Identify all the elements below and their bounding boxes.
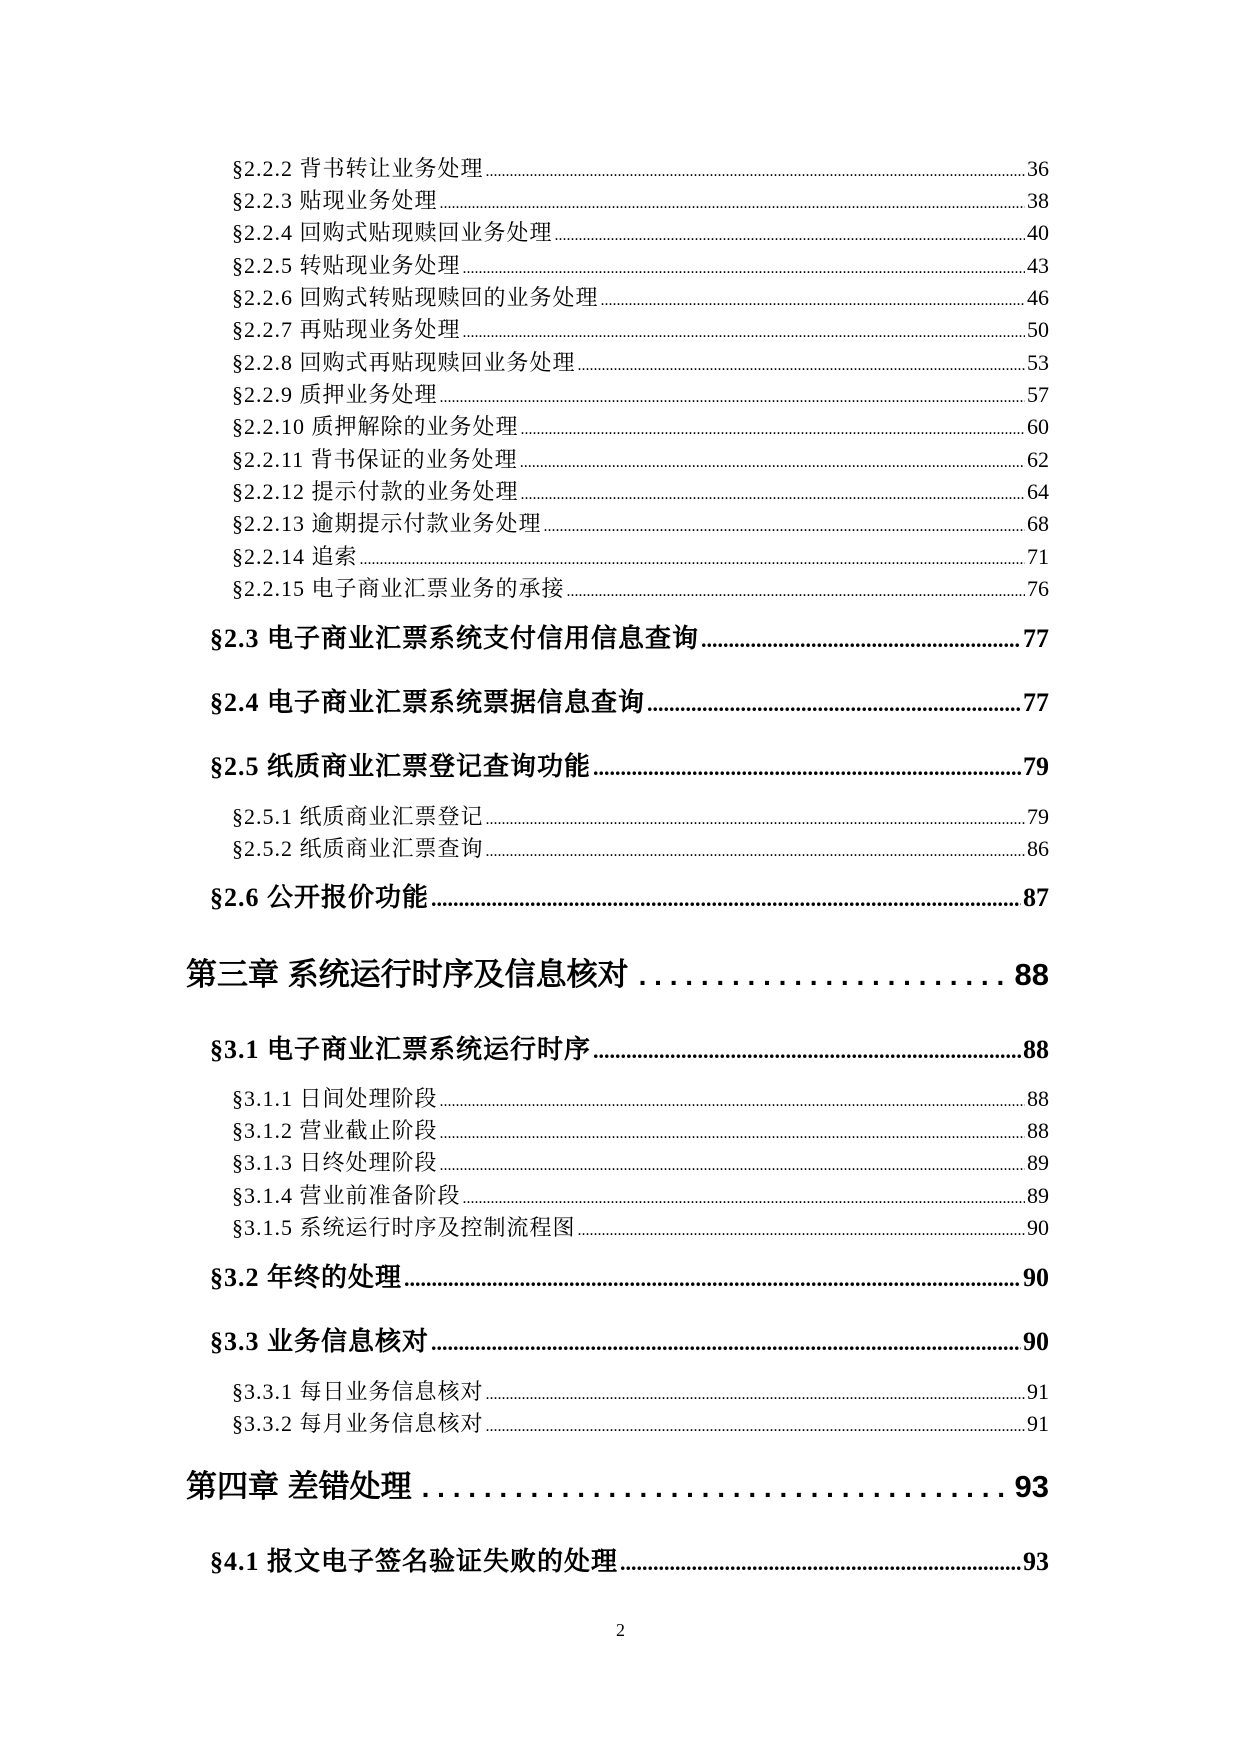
toc-entry-page: 93 [1014, 1469, 1049, 1504]
toc-entry-title: §3.1.4 营业前准备阶段 [232, 1183, 461, 1208]
dot-leader [593, 1038, 1021, 1064]
toc-entry-title: §2.2.13 逾期提示付款业务处理 [232, 511, 542, 536]
dot-leader [463, 260, 1025, 278]
toc-entry-title: §2.5.1 纸质商业汇票登记 [232, 804, 484, 829]
toc-entry-page: 88 [1027, 1118, 1049, 1143]
toc-section[interactable] [0, 877, 1241, 914]
toc-entry-page: 40 [1027, 220, 1049, 245]
toc-entry[interactable] [0, 184, 1241, 215]
toc-entry-title: §3.1.1 日间处理阶段 [232, 1086, 438, 1111]
toc-entry-title: §3.2 年终的处理 [210, 1263, 403, 1292]
dot-leader [440, 1093, 1025, 1111]
dot-leader [601, 292, 1025, 310]
dot-leader [440, 1157, 1025, 1175]
toc-entry-page: 62 [1027, 447, 1049, 472]
dot-leader [360, 551, 1025, 569]
dot-leader [593, 755, 1021, 781]
toc-entry[interactable] [0, 800, 1241, 831]
toc-entry-page: 60 [1027, 414, 1049, 439]
toc-entry-title: §3.1.5 系统运行时序及控制流程图 [232, 1215, 576, 1240]
dot-leader [440, 195, 1025, 213]
dot-leader [520, 454, 1025, 472]
toc-section[interactable] [0, 1321, 1241, 1358]
dot-leader [701, 627, 1021, 653]
toc-entry[interactable] [0, 1114, 1241, 1145]
toc-entry[interactable] [0, 832, 1241, 863]
toc-entry-title: §4.1 报文电子签名验证失败的处理 [210, 1547, 619, 1576]
toc-entry[interactable] [0, 1082, 1241, 1113]
toc-entry-page: 77 [1023, 624, 1049, 653]
toc-entry-page: 90 [1023, 1263, 1049, 1292]
toc-entry[interactable] [0, 313, 1241, 344]
dot-leader [647, 691, 1021, 717]
toc-entry-title: §3.1.3 日终处理阶段 [232, 1150, 438, 1175]
dot-leader [567, 583, 1025, 601]
toc-entry[interactable] [0, 1375, 1241, 1406]
toc-section[interactable] [0, 1541, 1241, 1578]
dot-leader [422, 1472, 1005, 1504]
toc-entry-title: §2.2.4 回购式贴现赎回业务处理 [232, 220, 553, 245]
toc-entry-page: 89 [1027, 1150, 1049, 1175]
toc-section[interactable] [0, 618, 1241, 655]
toc-entry[interactable] [0, 249, 1241, 280]
toc-entry-page: 79 [1027, 804, 1049, 829]
dot-leader [463, 324, 1025, 342]
toc-entry-page: 68 [1027, 511, 1049, 536]
toc-entry[interactable] [0, 572, 1241, 603]
toc-entry[interactable] [0, 507, 1241, 538]
dot-leader [620, 1550, 1021, 1576]
dot-leader [463, 1190, 1025, 1208]
toc-entry-title: §3.3.2 每月业务信息核对 [232, 1411, 484, 1436]
toc-entry-page: 89 [1027, 1183, 1049, 1208]
toc-entry-title: §2.2.3 贴现业务处理 [232, 188, 438, 213]
toc-section[interactable] [0, 746, 1241, 783]
toc-entry-page: 46 [1027, 285, 1049, 310]
dot-leader [486, 163, 1025, 181]
toc-entry-title: 第三章 系统运行时序及信息核对 [186, 957, 629, 992]
toc-entry-title: §2.2.6 回购式转贴现赎回的业务处理 [232, 285, 599, 310]
dot-leader [486, 1418, 1025, 1436]
toc-entry-page: 90 [1027, 1215, 1049, 1240]
toc-entry-title: §3.1 电子商业汇票系统运行时序 [210, 1035, 592, 1064]
toc-entry[interactable] [0, 410, 1241, 441]
toc-entry-page: 87 [1023, 883, 1049, 912]
toc-entry-title: §2.2.7 再贴现业务处理 [232, 317, 461, 342]
dot-leader [440, 389, 1025, 407]
toc-entry-page: 86 [1027, 836, 1049, 861]
toc-entry[interactable] [0, 1407, 1241, 1438]
toc-entry-title: §3.3.1 每日业务信息核对 [232, 1379, 484, 1404]
dot-leader [431, 886, 1021, 912]
toc-entry[interactable] [0, 152, 1241, 183]
toc-section[interactable] [0, 1029, 1241, 1066]
toc-entry-page: 43 [1027, 253, 1049, 278]
toc-entry-page: 38 [1027, 188, 1049, 213]
toc-entry-title: §3.1.2 营业截止阶段 [232, 1118, 438, 1143]
toc-entry-page: 88 [1023, 1035, 1049, 1064]
page-number: 2 [616, 1620, 625, 1640]
toc-entry-page: 79 [1023, 752, 1049, 781]
dot-leader [486, 1386, 1025, 1404]
toc-entry[interactable] [0, 540, 1241, 571]
dot-leader [578, 1222, 1025, 1240]
toc-entry-page: 57 [1027, 382, 1049, 407]
toc-entry[interactable] [0, 346, 1241, 377]
toc-entry[interactable] [0, 443, 1241, 474]
toc-entry-title: §2.6 公开报价功能 [210, 883, 430, 912]
dot-leader [440, 1125, 1025, 1143]
toc-entry[interactable] [0, 216, 1241, 247]
dot-leader [555, 227, 1025, 245]
toc-entry-title: §2.2.10 质押解除的业务处理 [232, 414, 519, 439]
toc-chapter[interactable] [0, 949, 1241, 994]
dot-leader [486, 843, 1025, 861]
toc-entry-title: §2.2.5 转贴现业务处理 [232, 253, 461, 278]
toc-entry-title: §3.3 业务信息核对 [210, 1327, 430, 1356]
toc-entry[interactable] [0, 378, 1241, 409]
toc-section[interactable] [0, 1257, 1241, 1294]
toc-chapter[interactable] [0, 1461, 1241, 1506]
toc-entry[interactable] [0, 475, 1241, 506]
toc-entry-title: §2.2.2 背书转让业务处理 [232, 156, 484, 181]
toc-section[interactable] [0, 682, 1241, 719]
toc-entry-page: 64 [1027, 479, 1049, 504]
dot-leader [521, 486, 1025, 504]
toc-entry-title: §2.4 电子商业汇票系统票据信息查询 [210, 688, 646, 717]
dot-leader [639, 960, 1005, 992]
toc-entry-title: §2.2.12 提示付款的业务处理 [232, 479, 519, 504]
toc-entry[interactable] [0, 1179, 1241, 1210]
toc-entry-title: 第四章 差错处理 [186, 1469, 412, 1504]
toc-entry-page: 77 [1023, 688, 1049, 717]
dot-leader [404, 1266, 1021, 1292]
toc-entry-page: 50 [1027, 317, 1049, 342]
toc-entry-page: 91 [1027, 1411, 1049, 1436]
toc-entry-page: 91 [1027, 1379, 1049, 1404]
toc-entry[interactable] [0, 1146, 1241, 1177]
toc-entry[interactable] [0, 281, 1241, 312]
toc-entry-page: 90 [1023, 1327, 1049, 1356]
toc-entry-page: 53 [1027, 350, 1049, 375]
dot-leader [431, 1330, 1021, 1356]
dot-leader [486, 811, 1025, 829]
toc-entry[interactable] [0, 1211, 1241, 1242]
toc-entry-title: §2.2.15 电子商业汇票业务的承接 [232, 576, 565, 601]
toc-entry-title: §2.2.8 回购式再贴现赎回业务处理 [232, 350, 576, 375]
toc-entry-title: §2.2.14 追索 [232, 544, 358, 569]
toc-entry-title: §2.5.2 纸质商业汇票查询 [232, 836, 484, 861]
toc-entry-page: 71 [1027, 544, 1049, 569]
toc-entry-page: 88 [1027, 1086, 1049, 1111]
toc-entry-page: 88 [1014, 957, 1049, 992]
toc-entry-title: §2.5 纸质商业汇票登记查询功能 [210, 752, 592, 781]
toc-entry-page: 36 [1027, 156, 1049, 181]
toc-entry-title: §2.2.9 质押业务处理 [232, 382, 438, 407]
dot-leader [521, 421, 1025, 439]
toc-entry-title: §2.2.11 背书保证的业务处理 [232, 447, 518, 472]
toc-entry-title: §2.3 电子商业汇票系统支付信用信息查询 [210, 624, 700, 653]
dot-leader [578, 357, 1025, 375]
toc-entry-page: 93 [1023, 1547, 1049, 1576]
toc-entry-page: 76 [1027, 576, 1049, 601]
dot-leader [544, 518, 1025, 536]
